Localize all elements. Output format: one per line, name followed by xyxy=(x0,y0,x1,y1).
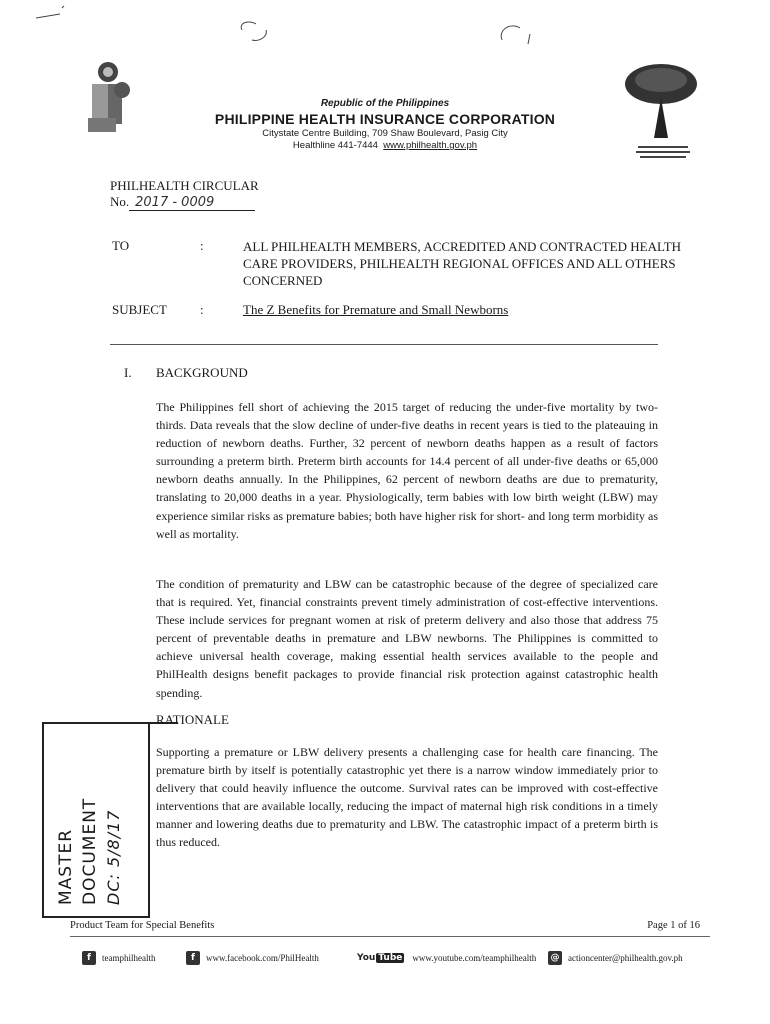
address-block xyxy=(0,128,770,152)
background-paragraph-1: The Philippines fell short of achieving the 2015 target of reducing the under-five mortality by two-thirds. Data reveals that the slow decline of under-five deaths in recent years is tied to the plateauing in reduction of newborn deaths. Further, 32 percent of newborn deaths happen as a result of factors surrounding a preterm birth. Preterm birth accounts for 14.4 percent of all under-five deaths or 65,000 newborn deaths annually. In the Philippines, 62 percent of newborn deaths are due to prematurity, translating to 20,000 deaths in a year. Physiologically, term babies with low birth weight (LBW) may experience similar risks as premature babies; both have higher risk for short- and long term morbidity as well as mortality. xyxy=(156,400,658,541)
circular-number-value: 2017 - 0009 xyxy=(129,195,255,211)
hotline: Healthline 441-7444 xyxy=(292,140,378,151)
social-facebook[interactable] xyxy=(186,951,319,965)
stamp-left-border xyxy=(42,722,44,918)
social-youtube[interactable] xyxy=(355,951,536,965)
social-team[interactable] xyxy=(82,951,155,965)
circular-number xyxy=(110,194,255,211)
background-paragraph-2: The condition of prematurity and LBW can be catastrophic because of the degree of specialized care that is required. Yet, financial constraints prevent timely administration of cost-effective interventions. These include services for pregnant women at risk of preterm delivery and also those that address 75 percent of preventable deaths in premature and LBW newborns. The Philippines is committed to achieve universal health coverage, making essential health services available to the people and PhilHealth designs benefit packages to provide financial risk protection against catastrophic health spending. xyxy=(156,577,658,700)
stamp-right-border xyxy=(148,722,150,918)
youtube-icon: You Tube xyxy=(357,953,403,963)
facebook-page-icon: f xyxy=(186,951,200,965)
header-divider xyxy=(110,344,658,345)
footer-team: Product Team for Special Benefits xyxy=(70,920,215,931)
section-number-background: I. xyxy=(124,365,132,380)
social-email[interactable] xyxy=(548,951,683,965)
corporation-name: PHILIPPINE HEALTH INSURANCE CORPORATION xyxy=(214,111,556,127)
stamp-dc: DC: 5/8/17 xyxy=(104,809,123,905)
facebook-icon: f xyxy=(82,951,96,965)
team-handle: teamphilhealth xyxy=(102,953,156,963)
subject-label: SUBJECT xyxy=(112,302,167,317)
website-link[interactable]: www.philhealth.gov.ph xyxy=(383,140,478,151)
footer-divider xyxy=(70,936,710,937)
email-address: actioncenter@philhealth.gov.ph xyxy=(568,953,683,963)
email-icon: @ xyxy=(548,951,562,965)
republic-heading: Republic of the Philippines xyxy=(320,98,450,109)
subject-colon: : xyxy=(200,302,204,317)
scan-marks xyxy=(0,0,770,60)
circular-title: PHILHEALTH CIRCULAR xyxy=(110,178,259,193)
section-title-rationale: RATIONALE xyxy=(156,712,229,727)
address-line: Citystate Centre Building, 709 Shaw Boulevard, Pasig City xyxy=(262,128,508,139)
section-title-background: BACKGROUND xyxy=(156,365,248,380)
stamp-document: DOCUMENT xyxy=(80,797,100,905)
circular-number-label: No. xyxy=(110,194,130,209)
to-recipients: ALL PHILHEALTH MEMBERS, ACCREDITED AND CONTRACTED HEALTH CARE PROVIDERS, PHILHEALTH REGIONAL OFFICES AND ALL OTHERS CONCERNED xyxy=(243,239,682,288)
to-label: TO xyxy=(112,238,130,253)
stamp-bottom-border xyxy=(42,916,150,918)
youtube-url: www.youtube.com/teamphilhealth xyxy=(412,953,537,963)
stamp-master: MASTER xyxy=(56,828,76,905)
page-number: Page 1 of 16 xyxy=(647,920,700,931)
to-colon: : xyxy=(200,238,204,253)
facebook-url: www.facebook.com/PhilHealth xyxy=(206,953,319,963)
subject-text: The Z Benefits for Premature and Small Newborns xyxy=(243,302,509,317)
rationale-paragraph-1: Supporting a premature or LBW delivery presents a challenging case for health care financing. The premature birth by itself is potentially catastrophic yet there is a narrow window immediately prior to delivery that could heavily influence the outcome. Survival rates can be improved with cost-effective interventions that are available locally, reducing the impact of maternal high risk conditions in a timely manner and lowering deaths due to prematurity and LBW. The catastrophic impact of a preterm birth is thus reduced. xyxy=(156,745,658,850)
